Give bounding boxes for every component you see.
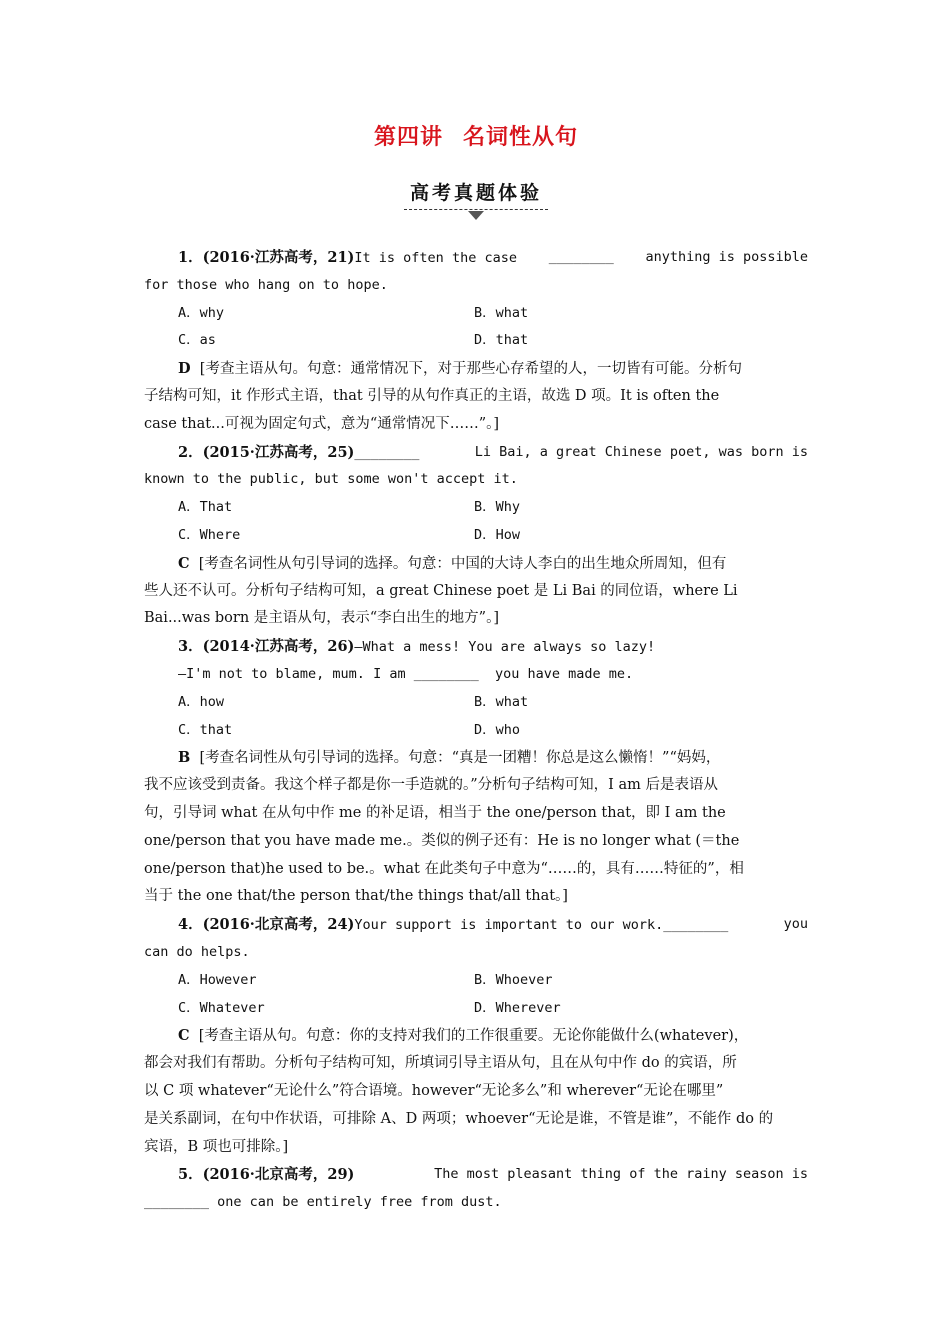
q4-option-a: A．However [178,971,257,988]
section-title: 高考真题体验 [409,182,542,204]
q1-explanation-line2: 子结构可知，it 作形式主语，that 引导的从句作真正的主语，故选 D 项。It is often the [144,387,720,404]
q1-explanation-line1: D [考查主语从句。句意：通常情况下，对于那些心存希望的人，一切皆有可能。分析句 [178,360,742,378]
q1-stem-line2: for those who hang on to hope. [144,276,388,293]
q3-option-c: C．that [178,721,233,738]
questions-body [144,244,808,1217]
q2-option-d: D．How [474,526,521,543]
q4-option-d: D．Wherever [474,999,561,1016]
q1-stem-line1: 1．(2016·江苏高考，21)It is often the case ________ anything is possible [144,244,808,272]
q2-explanation-line1: C [考查名词性从句引导词的选择。句意：中国的大诗人李白的出生地众所周知，但有 [178,554,727,572]
q4-options-cd [144,995,808,1023]
q1-option-c: C．as [178,332,216,349]
q3-stem-line1: 3．(2014·江苏高考，26)—What a mess! You are always so lazy! [178,638,656,656]
q2-options-cd [144,522,808,550]
lesson-number: 第四讲 [373,124,443,150]
q1-explanation-line3: case that...可视为固定句式，意为“通常情况下……”。] [144,415,500,432]
q2-explanation-line3: Bai...was born 是主语从句，表示“李白出生的地方”。] [144,610,499,627]
q1-answer: D [178,360,191,378]
q3-option-d: D．who [474,721,521,738]
q4-explanation-line4: 是关系副词，在句中作状语，可排除 A、D 两项；whoever“无论是谁，不管是谁”，不能作 do 的 [144,1110,774,1127]
q3-explanation-line4: one/person that you have made me.。类似的例子还有：He is no longer what (＝the [144,832,740,849]
q2-options-ab [144,494,808,522]
lesson-title [144,120,808,151]
lesson-topic: 名词性从句 [463,124,579,150]
q4-explanation-line5: 宾语，B 项也可排除。] [144,1138,289,1155]
q3-explanation-line1: B [考查名词性从句引导词的选择。句意：“真是一团糟！你总是这么懒惰！”“妈妈， [178,749,721,767]
q1-option-b: B．what [474,304,529,321]
q3-explanation-line6: 当于 the one that/the person that/the things that/all that。] [144,888,568,905]
q3-explanation-line5: one/person that)he used to be.。what 在此类句子中意为“……的，具有……特征的”，相 [144,860,744,877]
q4-stem-line2: can do helps. [144,943,250,960]
section-header [144,178,808,210]
q3-options-cd [144,717,808,745]
q4-explanation-line3: 以 C 项 whatever“无论什么”符合语境。however“无论多么”和 wherever“无论在哪里” [144,1082,724,1099]
q3-options-ab [144,689,808,717]
q2-option-b: B．Why [474,499,521,516]
q2-option-c: C．Where [178,526,241,543]
q2-explanation-line2: 些人还不认可。分析句子结构可知，a great Chinese poet 是 Li Bai 的同位语，where Li [144,582,738,599]
q4-option-b: B．Whoever [474,971,553,988]
q2-stem-line1: 2．(2015·江苏高考，25)________ Li Bai, a great Chinese poet, was born is [178,443,808,461]
q3-stem-line2: —I'm not to blame, mum. I am ________ you have made me. [178,665,634,682]
q2-blank: ________ [354,444,420,461]
q3-answer: B [178,749,191,767]
q3-explanation-line2: 我不应该受到责备。我这个样子都是你一手造就的。”分析句子结构可知，I am 后是表语从 [144,777,718,794]
q1-option-d: D．that [474,332,529,349]
q3-option-a: A．how [178,693,225,710]
q4-blank: ________ [663,917,729,934]
q5-blank: ________ [144,1194,210,1211]
q1-options-ab [144,300,808,328]
q4-explanation-line2: 都会对我们有帮助。分析句子结构可知，所填词引导主语从句，且在从句中作 do 的宾语，所 [144,1055,737,1072]
q1-option-a: A．why [178,304,225,321]
q4-answer: C [178,1027,190,1045]
q2-stem-line2: known to the public, but some won't accept it. [144,471,518,488]
q5-stem-line1: 5．(2016·北京高考，29) The most pleasant thing of the rainy season is [178,1166,808,1184]
q4-explanation-line1: C [考查主语从句。句意：你的支持对我们的工作很重要。无论你能做什么(whatever)， [178,1027,749,1045]
q4-option-c: C．Whatever [178,999,265,1016]
q3-blank: ________ [413,665,479,682]
q5-stem-line2: ________ one can be entirely free from dust. [144,1194,502,1211]
q1-options-cd [144,327,808,355]
q4-options-ab [144,967,808,995]
q2-option-a: A．That [178,499,233,516]
q2-answer: C [178,554,190,572]
q1-blank: ________ [548,249,614,265]
section-arrow-icon [468,211,484,220]
q4-stem-line1: 4．(2016·北京高考，24)Your support is important to our work.________ you [178,916,808,934]
q3-explanation-line3: 句，引导词 what 在从句中作 me 的补足语，相当于 the one/person that，即 I am the [144,804,726,821]
q3-option-b: B．what [474,693,529,710]
